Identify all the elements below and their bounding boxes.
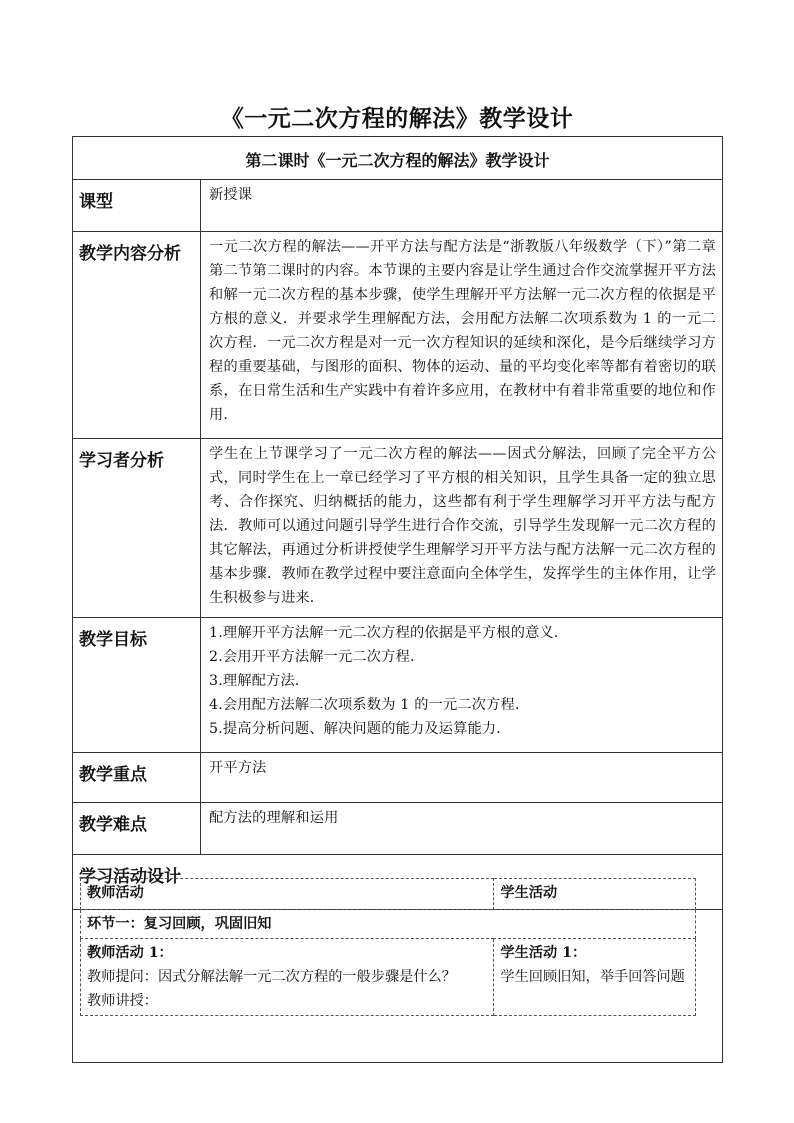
section-title: 环节一：复习回顾，巩固旧知 (81, 910, 696, 939)
table-row-difficulty (73, 803, 723, 855)
difficulty-value: 配方法的理解和运用 (201, 803, 723, 855)
table-row-learner-analysis (73, 439, 723, 618)
goal-item: 2.会用开平方法解一元二次方程． (209, 649, 425, 665)
key-point-value: 开平方法 (201, 753, 723, 803)
course-type-value: 新授课 (201, 180, 723, 232)
goal-item: 3.理解配方法． (209, 673, 310, 689)
teacher-activity-title: 教师活动 1： (87, 945, 173, 961)
content-analysis-label: 教学内容分析 (73, 232, 201, 439)
student-activity-header: 学生活动 (494, 879, 696, 910)
student-activity-cell (494, 939, 696, 1016)
key-point-label: 教学重点 (73, 753, 201, 803)
difficulty-label: 教学难点 (73, 803, 201, 855)
teacher-activity-header: 教师活动 (81, 879, 494, 910)
table-row-course-type (73, 180, 723, 232)
student-activity-title: 学生活动 1： (500, 945, 587, 961)
lesson-subtitle-cell (73, 137, 723, 180)
subtitle-row (73, 137, 723, 180)
activity-design-label: 学习活动设计 (73, 855, 723, 910)
activity-body-row (81, 939, 696, 1016)
activity-header-row (81, 879, 696, 910)
table-row-content-analysis (73, 232, 723, 439)
teacher-question: 教师提问：因式分解法解一元二次方程的一般步骤是什么？ (87, 969, 456, 985)
teaching-goals-label: 教学目标 (73, 618, 201, 753)
activity-table (80, 878, 696, 1016)
goal-item: 4.会用配方法解二次项系数为 1 的一元二次方程． (209, 697, 530, 713)
table-row-teaching-goals (73, 618, 723, 753)
goal-item: 5.提高分析问题、解决问题的能力及运算能力． (209, 721, 511, 737)
goal-item: 1.理解开平方法解一元二次方程的依据是平方根的意义． (209, 625, 569, 641)
document-title: 《一元二次方程的解法》教学设计 (220, 105, 574, 132)
lesson-subtitle: 第二课时《一元二次方程的解法》教学设计 (245, 150, 550, 170)
teaching-goals-list (201, 618, 723, 753)
learner-analysis-label: 学习者分析 (73, 439, 201, 618)
course-type-label: 课型 (73, 180, 201, 232)
content-analysis-text: 一元二次方程的解法——开平方法与配方法是“浙教版八年级数学（下）”第二章第二节第二课时的内容。本节课的主要内容是让学生通过合作交流掌握开平方法和解一元二次方程的基本步骤，使学生理解开平方法解一元二次方程的依据是平方根的意义．并要求学生理解配方法，会用配方法解二次项系数为 1 的一元二次方程．一元二次方程是对一元一次方程知识的延续和深化，是今后继续学习方程的重要基础，与图形的面积、物体的运动、量的平均变化率等都有着密切的联系，在日常生活和生产实践中有着许多应用，在教材中有着非常重要的地位和作用． (201, 232, 723, 439)
learner-analysis-text: 学生在上节课学习了一元二次方程的解法——因式分解法，回顾了完全平方公式，同时学生在上一章已经学习了平方根的相关知识，且学生具备一定的独立思考、合作探究、归纳概括的能力，这些都有利于学生理解学习开平方法与配方法．教师可以通过问题引导学生进行合作交流，引导学生发现解一元二次方程的其它解法，再通过分析讲授使学生理解学习开平方法与配方法解一元二次方程的基本步骤．教师在教学过程中要注意面向全体学生，发挥学生的主体作用，让学生积极参与进来． (201, 439, 723, 618)
table-row-key-point (73, 753, 723, 803)
teacher-activity-cell (81, 939, 494, 1016)
teacher-lecture: 教师讲授： (87, 993, 158, 1009)
student-activity-text: 学生回顾旧知，举手回答问题 (500, 969, 685, 985)
activity-section-row (81, 910, 696, 939)
